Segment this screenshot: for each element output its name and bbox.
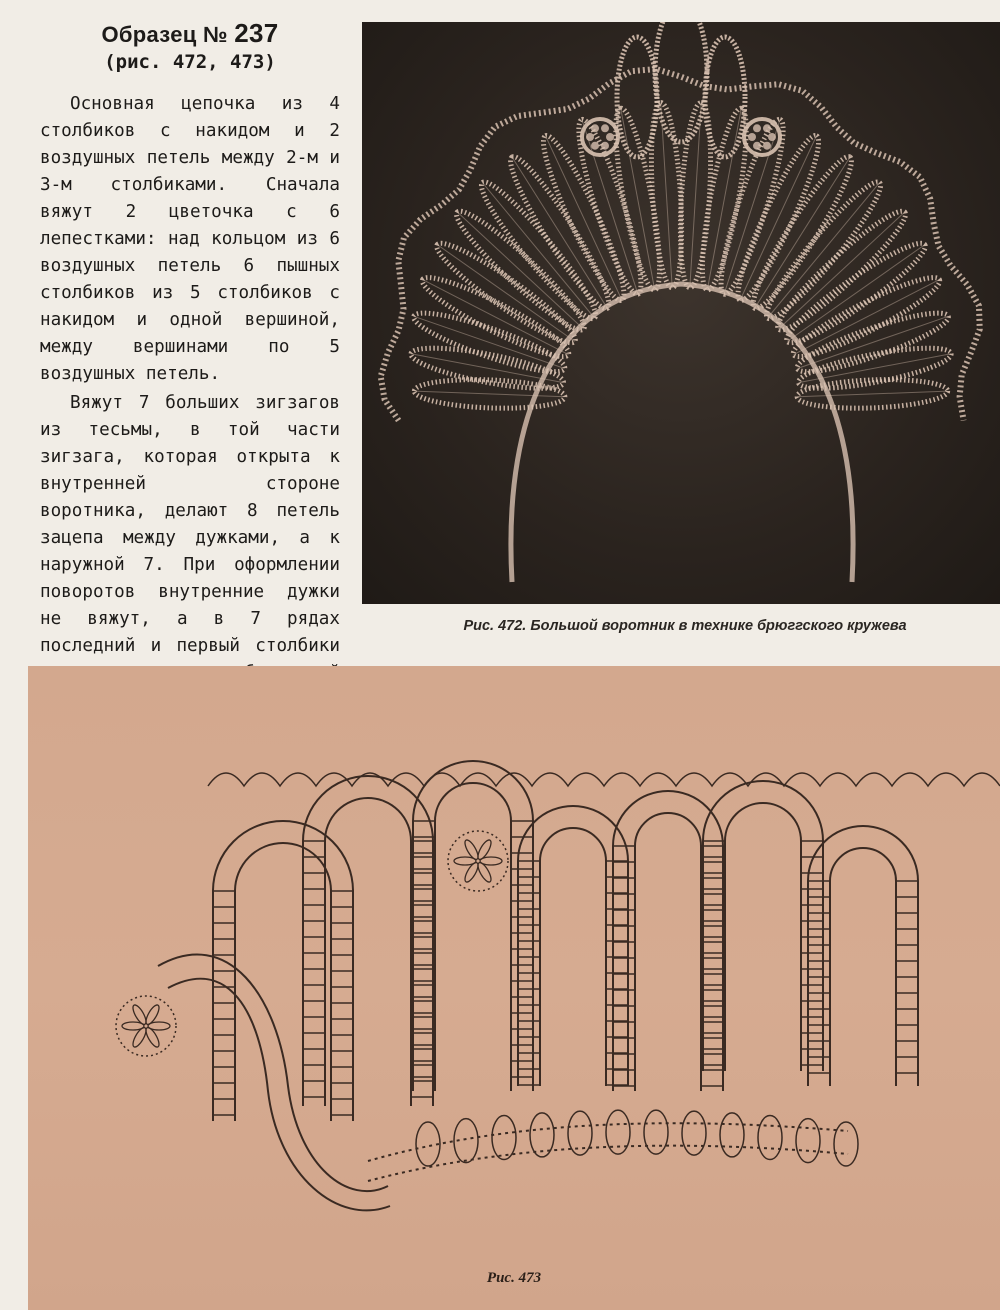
pattern-number: 237 — [234, 18, 279, 48]
lace-flower-petal — [753, 142, 761, 150]
lace-collar-image — [362, 22, 1000, 604]
diagram-tape-outer — [518, 806, 628, 1086]
collar-photo — [362, 22, 1000, 604]
paragraph-2: Вяжут 7 больших зигзагов из тесьмы, в той части зигзага, которая открыта к внутренней стороне воротника, делают 8 петель зацепа между дужками, а к наружной 7. При оформлении поворотов внутренние дужки не вяжут, а в 7 рядах последний и первый столбики — [40, 393, 340, 656]
lace-bar — [437, 245, 575, 342]
lace-pattern-schema — [28, 666, 1000, 1266]
lace-bar — [414, 316, 565, 368]
lace-flower-petal — [753, 124, 761, 132]
diagram-curl-tape — [168, 979, 390, 1211]
diagram-base-loop — [568, 1111, 592, 1155]
collar-neck-edge — [511, 284, 853, 582]
lace-bar — [794, 280, 940, 355]
diagram-base-loop — [644, 1110, 668, 1154]
lace-crown-petal — [655, 22, 707, 142]
lace-bar — [740, 136, 817, 300]
lace-flower-petal — [768, 133, 776, 141]
lace-diagram — [28, 666, 1000, 1310]
lace-bar — [797, 316, 948, 368]
diagram-tape-outer — [613, 791, 723, 1091]
lace-bar — [414, 391, 565, 397]
lace-bar — [512, 157, 607, 308]
figure-reference: (рис. 472, 473) — [104, 51, 276, 73]
diagram-tape-outer — [808, 826, 918, 1086]
lace-flower-petal — [748, 133, 756, 141]
diagram-tape-inner — [540, 828, 606, 1086]
diagram-flower — [448, 831, 508, 891]
lace-bar — [755, 157, 850, 308]
lace-flower-petal — [591, 124, 599, 132]
diagram-tape-inner — [435, 783, 511, 1091]
paragraph-1: Основная цепочка из 4 столбиков с накидом и 2 воздушных петель между 2-м и 3-м столбиками. Сначала вяжут 2 цветочка с 6 лепестками: над кольцом из 6 воздушных петель 6 пышных столбиков из 5 столбиков с накидом и одной вершиной, между вершинами по 5 воздушных петель. — [40, 94, 340, 384]
photo-caption: Рис. 472. Большой воротник в технике брюггского кружева — [463, 618, 907, 634]
pattern-heading — [40, 18, 340, 73]
diagram-base-loop — [492, 1116, 516, 1160]
lace-flower-petal — [606, 133, 614, 141]
diagram-flower — [116, 996, 176, 1056]
lace-bar — [724, 119, 780, 294]
lace-flower-petal — [591, 142, 599, 150]
diagram-tape-inner — [725, 803, 801, 1071]
lace-flower-petal — [601, 142, 609, 150]
diagram-caption: Рис. 473 — [486, 1270, 542, 1286]
diagram-base-loop — [682, 1111, 706, 1155]
lace-bar — [582, 119, 638, 294]
pattern-title: Образец № 237 — [101, 18, 279, 48]
lace-bar — [546, 136, 623, 300]
diagram-base-loop — [834, 1122, 858, 1166]
lace-flower-petal — [601, 124, 609, 132]
diagram-base-loop — [720, 1113, 744, 1157]
lace-bar — [797, 391, 948, 397]
diagram-tape-inner — [325, 798, 411, 1106]
diagram-tape-inner — [830, 848, 896, 1086]
lace-flower-petal — [763, 142, 771, 150]
diagram-tape-inner — [635, 813, 701, 1091]
lace-bar — [661, 103, 673, 288]
diagram-tape-outer — [413, 761, 533, 1091]
lace-bar — [457, 212, 583, 329]
diagram-base-loop — [796, 1119, 820, 1163]
diagram-scallop-edge — [208, 773, 1000, 786]
diagram-base-loop — [758, 1116, 782, 1160]
lace-flower-petal — [586, 133, 594, 141]
lace-flower-petal — [763, 124, 771, 132]
lace-bar — [778, 212, 904, 329]
lace-bar — [787, 245, 925, 342]
